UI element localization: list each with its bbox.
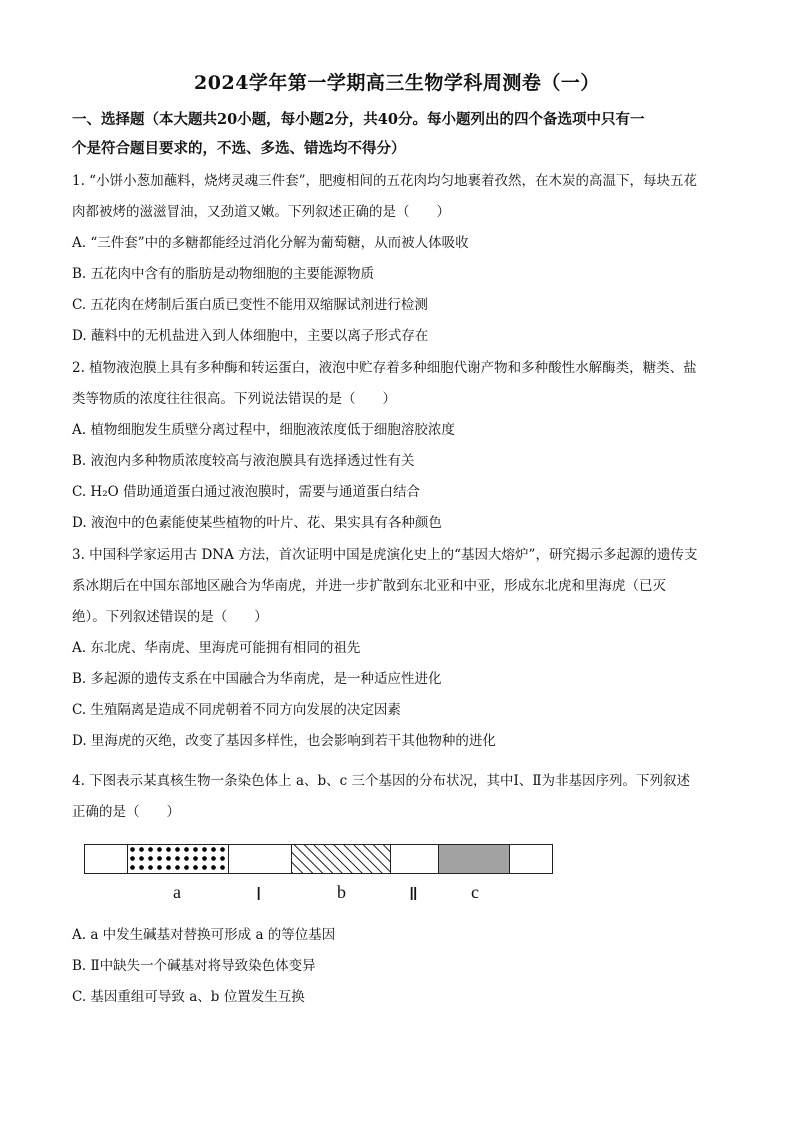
- gene-c-segment: [438, 844, 510, 874]
- q2-stem-line-2: 类等物质的浓度往往很高。下列说法错误的是（ ）: [72, 391, 396, 407]
- label-region-i: Ⅰ: [256, 884, 262, 904]
- section-heading: [72, 105, 722, 163]
- section-heading-line-1: 一、选择题（本大题共20小题，每小题2分，共40分。每小题列出的四个备选项中只有一: [72, 111, 645, 128]
- gene-b-segment: [291, 844, 391, 874]
- noncoding-segment-i: [228, 844, 292, 874]
- q4-option-c: C. 基因重组可导致 a、b 位置发生互换: [72, 989, 305, 1005]
- q4-stem-line-2: 正确的是（ ）: [72, 804, 180, 820]
- section-heading-line-2: 个是符合题目要求的，不选、多选、错选均不得分）: [72, 140, 406, 157]
- q3-stem-line-2: 系冰期后在中国东部地区融合为华南虎，并进一步扩散到东北亚和中亚，形成东北虎和里海虎（已灭: [72, 578, 666, 594]
- q2-stem-line-1: 2. 植物液泡膜上具有多种酶和转运蛋白，液泡中贮存着多种细胞代谢产物和多种酸性水解酶类，糖类、盐: [72, 360, 697, 376]
- q1-option-b: B. 五花肉中含有的脂肪是动物细胞的主要能源物质: [72, 266, 375, 282]
- label-gene-b: b: [337, 882, 346, 902]
- exam-title: 2024学年第一学期高三生物学科周测卷（一）: [194, 72, 600, 94]
- q1-option-c: C. 五花肉在烤制后蛋白质已变性不能用双缩脲试剂进行检测: [72, 297, 428, 313]
- q4-option-a: A. a 中发生碱基对替换可形成 a 的等位基因: [72, 927, 336, 943]
- q3-stem-line-3: 绝）。下列叙述错误的是（ ）: [72, 609, 268, 625]
- chromosome-segment-right-end: [509, 844, 553, 874]
- q2-option-b: B. 液泡内多种物质浓度较高与液泡膜具有选择透过性有关: [72, 453, 415, 469]
- label-gene-c: c: [471, 882, 479, 902]
- q2-option-a: A. 植物细胞发生质壁分离过程中，细胞液浓度低于细胞溶胶浓度: [72, 422, 455, 438]
- q3-option-d: D. 里海虎的灭绝，改变了基因多样性，也会影响到若干其他物种的进化: [72, 733, 496, 749]
- q1-option-d: D. 蘸料中的无机盐进入到人体细胞中，主要以离子形式存在: [72, 328, 429, 344]
- q1-stem-line-2: 肉都被烤的滋滋冒油，又劲道又嫩。下列叙述正确的是（ ）: [72, 204, 450, 220]
- q3-option-c: C. 生殖隔离是造成不同虎朝着不同方向发展的决定因素: [72, 702, 401, 718]
- q2-option-d: D. 液泡中的色素能使某些植物的叶片、花、果实具有各种颜色: [72, 515, 442, 531]
- chromosome-diagram: [84, 844, 554, 906]
- label-region-ii: Ⅱ: [409, 884, 418, 904]
- chromosome-segment-left-end: [84, 844, 128, 874]
- q1-stem-line-1: 1. “小饼小葱加蘸料，烧烤灵魂三件套”，肥瘦相间的五花肉均匀地裹着孜然，在木炭的高温下，每块五花: [72, 173, 697, 189]
- q3-option-a: A. 东北虎、华南虎、里海虎可能拥有相同的祖先: [72, 640, 361, 656]
- q2-option-c: C. H₂O 借助通道蛋白通过液泡膜时，需要与通道蛋白结合: [72, 484, 420, 500]
- label-gene-a: a: [173, 882, 181, 902]
- q3-stem-line-1: 3. 中国科学家运用古 DNA 方法，首次证明中国是虎演化史上的“基因大熔炉”，研究揭示多起源的遗传支: [72, 547, 698, 563]
- q3-option-b: B. 多起源的遗传支系在中国融合为华南虎，是一种适应性进化: [72, 671, 442, 687]
- noncoding-segment-ii: [390, 844, 439, 874]
- q4-option-b: B. Ⅱ中缺失一个碱基对将导致染色体变异: [72, 958, 316, 974]
- q4-stem-line-1: 4. 下图表示某真核生物一条染色体上 a、b、c 三个基因的分布状况，其中Ⅰ、Ⅱ为非基因序列。下列叙述: [72, 773, 691, 789]
- q1-option-a: A. “三件套”中的多糖都能经过消化分解为葡萄糖，从而被人体吸收: [72, 235, 469, 251]
- gene-a-segment: [127, 844, 229, 874]
